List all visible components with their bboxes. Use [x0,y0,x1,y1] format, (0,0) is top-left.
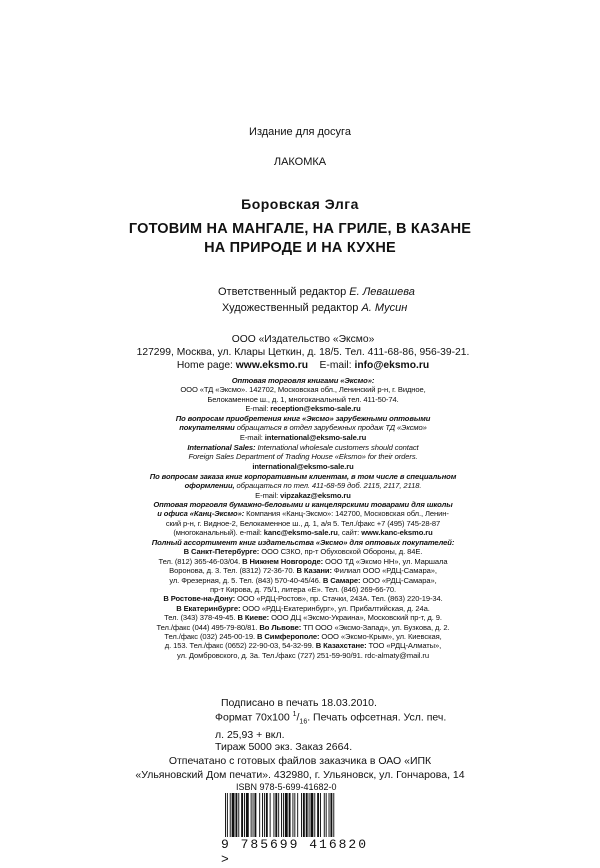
barcode-bar [253,793,254,837]
wholesale-block [128,376,478,414]
barcode-bar [235,793,237,837]
region-info: ул. Фрезерная, д. 5. Тел. (843) 570-40-45/46. [169,575,323,585]
region-email-link[interactable]: rdc-almaty@mail.ru [364,650,429,660]
region-city: В Казани: [296,566,332,576]
region-info: ул. Домбровского, д. 3а. Тел./факс (727) 251-59-90/91. [177,650,365,660]
art-editor-name: А. Мусин [361,302,408,314]
print-signed: Подписано в печать 18.03.2010. [221,697,377,709]
barcode-bar [285,793,288,837]
region-city: Во Львове: [259,622,302,632]
series-name: ЛАКОМКА [273,156,327,168]
barcode-bar [273,793,274,837]
region-info: Воронова, д. 3. Тел. (8312) 72-36-70. [169,566,297,576]
foreign-heading2: покупателями [179,423,235,433]
barcode-bar [225,793,226,841]
book-author: Боровская Элга [241,196,359,212]
stationery-email-link[interactable]: kanc@eksmo-sale.ru [263,528,338,538]
book-title-line1: ГОТОВИМ НА МАНГАЛЕ, НА ГРИЛЕ, В КАЗАНЕ [128,221,472,237]
international-email-link[interactable]: international@eksmo-sale.ru [252,461,354,471]
printer-line2: «Ульяновский Дом печати». 432980, г. Ульяновск, ул. Гончарова, 14 [135,769,465,781]
barcode-bars [223,793,375,841]
stationery-block [128,500,478,538]
print-info [215,697,455,753]
stationery-text3: (многоканальный). e-mail: [173,528,264,538]
barcode-number: 9 785699 416820 > [221,837,381,867]
isbn: ISBN 978-5-699-41682-0 [236,782,337,792]
regions-heading: Полный ассортимент книг издательства «Эксмо» для оптовых покупателей: [151,538,455,547]
responsible-editor-name: Е. Левашева [349,286,415,298]
region-city: В Санкт-Петербурге: [183,547,260,557]
region-info: Тел./факс (032) 245-00-19. [164,632,257,642]
foreign-heading2-rest: обращаться в отдел зарубежных продаж ТД «Эксмо» [234,423,427,433]
editors [218,284,415,316]
print-format-num: 1 [292,711,297,718]
region-info: д. 153. Тел./факс (0652) 22-90-03, 54-32-99. [164,641,316,651]
printer-info [100,754,500,782]
stationery-site-link[interactable]: www.kanc-eksmo.ru [361,528,433,538]
region-info: ООО СЗКО, пр-т Обуховской Обороны, д. 84Е. [259,547,423,557]
region-info: Филиал ООО «РДЦ-Самара», [331,566,437,576]
region-info: пр-т Кирова, д. 75/1, литера «Е». Тел. (846) 269-66-70. [209,585,397,595]
barcode-bar [227,793,228,841]
barcode-bar [246,793,249,837]
foreign-heading1: По вопросам приобретения книг «Эксмо» зарубежными оптовыми [175,414,431,423]
region-info: ООО ДЦ «Эксмо-Украина», Московский пр-т, д. 9. [269,613,442,623]
barcode [221,793,378,867]
barcode-bar [301,793,302,837]
foreign-block [128,414,478,442]
responsible-editor [218,284,415,300]
barcode-bar [283,793,284,841]
barcode-bar [303,793,305,837]
barcode-bar [241,793,243,837]
series-leisure: Издание для досуга [249,126,351,138]
barcode-bar [297,793,298,837]
wholesale-email-link[interactable]: reception@eksmo-sale.ru [270,404,361,414]
barcode-bar [306,793,308,837]
barcode-bar [275,793,277,837]
region-info: ООО ТД «Эксмо НН», ул. Маршала [323,556,448,566]
barcode-bar [244,793,245,837]
region-city: В Ростове-на-Дону: [163,594,236,604]
book-title-line2: НА ПРИРОДЕ И НА КУХНЕ [204,240,396,256]
print-format-den: 16 [299,718,308,726]
region-city: В Самаре: [322,575,361,585]
corporate-line2-rest: обращаться по тел. 411-68-59 доб. 2115, 2117, 2118. [234,481,422,491]
stationery-text2: ский р-н, г. Видное-2, Белокаменное ш., д. 1, а/я 5. Тел./факс +7 (495) 745-28-87 [165,518,441,528]
publisher-email-label: E-mail: [319,360,355,371]
international-label: International Sales: [187,443,256,452]
publisher-block [128,333,478,372]
barcode-bar [314,793,315,837]
book-title [0,220,600,258]
art-editor-label: Художественный редактор [222,302,362,314]
region-city: В Нижнем Новгороде: [242,556,324,566]
barcode-bar [329,793,330,837]
region-city: В Екатеринбурге: [176,603,241,613]
corporate-line1: По вопросам заказа книг корпоративным клиентам, в том числе в специальном [149,472,457,481]
regions-text [128,547,478,660]
print-format-prefix: Формат 70х100 [215,711,293,724]
barcode-bar [238,793,239,837]
barcode-bar [320,793,321,837]
printer-line1: Отпечатано с готовых файлов заказчика в ОАО «ИПК [168,755,432,767]
barcode-bar [311,793,314,837]
stationery-site-label: , сайт: [337,528,362,538]
regions-block [128,538,478,660]
international-text2: Foreign Sales Department of Trading House «Eksmo» for their orders. [188,452,418,462]
region-info: Тел./факс (044) 495-79-80/81. [156,622,260,632]
barcode-bar [254,793,256,837]
barcode-bar [266,793,268,837]
barcode-bar [309,793,310,837]
responsible-editor-label: Ответственный редактор [218,286,350,298]
region-info: ООО «Эксмо-Крым», ул. Киевская, [319,632,442,642]
publisher-address: 127299, Москва, ул. Клары Цеткин, д. 18/5. Тел. 411-68-86, 956-39-21. [136,347,470,358]
print-format-rest: . Печать офсетная. Усл. печ. л. 25,93 + вкл. [215,711,447,741]
wholesale-line1: ООО «ТД «Эксмо». 142702, Московская обл., Ленинский р-н, г. Видное, [180,385,426,395]
publisher-web-label: Home page: [176,360,236,371]
corporate-block [128,472,478,500]
barcode-bar [289,793,291,837]
barcode-bar [330,793,332,841]
stationery-heading2: и офиса «Канц-Эксмо»: [157,509,245,519]
barcode-bar [281,793,282,841]
international-block [128,443,478,471]
corporate-line2: оформлении, [184,481,235,491]
region-city: В Симферополе: [256,632,320,642]
barcode-bar [317,793,319,837]
corporate-email-label: E-mail: [255,490,281,500]
barcode-bar [251,793,252,837]
publisher-contacts [128,359,478,372]
barcode-bar [292,793,293,837]
barcode-bar [270,793,271,837]
barcode-bar [324,793,325,837]
barcode-bar [326,793,327,837]
region-info: Тел. (812) 365-46-03/04. [158,556,243,566]
barcode-bar [230,793,231,837]
region-info: ТП ООО «Эксмо-Запад», ул. Бузкова, д. 2. [301,622,450,632]
wholesale-line2: Белокаменное ш., д. 1, многоканальный тел. 411-50-74. [207,394,399,404]
publisher-name: ООО «Издательство «Эксмо» [231,334,375,345]
wholesale-heading: Оптовая торговля книгами «Эксмо»: [231,376,375,385]
publisher-web-link[interactable]: www.eksmo.ru [235,360,309,371]
region-info: ООО «РДЦ-Екатеринбург», ул. Прибалтийская, д. 24а. [240,603,430,613]
foreign-email-link[interactable]: international@eksmo-sale.ru [264,432,367,442]
wholesale-email-label: E-mail: [245,404,271,414]
corporate-email-link[interactable]: vipzakaz@eksmo.ru [280,490,351,500]
foreign-email-label: E-mail: [239,432,265,442]
stationery-text1: Компания «Канц-Эксмо»: 142700, Московская обл., Ленин- [244,509,449,519]
region-info: ТОО «РДЦ-Алматы», [366,641,442,651]
barcode-bar [278,793,279,837]
barcode-bar [333,793,334,841]
art-editor [218,300,415,316]
international-text1: International wholesale customers should contact [255,443,419,452]
region-info: ООО «РДЦ-Ростов», пр. Стачки, 243А. Тел. (863) 220-19-34. [235,594,443,604]
barcode-bar [232,793,235,837]
barcode-bar [294,793,295,837]
region-info: Тел. (343) 378-49-45. [164,613,238,623]
print-run: Тираж 5000 экз. Заказ 2664. [215,740,353,753]
stationery-heading1: Оптовая торговля бумажно-беловыми и канцелярскими товарами для школы [153,500,453,509]
barcode-bar [262,793,263,837]
region-city: В Киеве: [237,613,270,623]
barcode-bar [264,793,265,837]
publisher-email-link[interactable]: info@eksmo.ru [354,360,430,371]
print-format: Формат 70х100 $^1/_{16}$. Печать офсетная. Усл. печ. л. 25,93 + вкл. [215,711,447,741]
region-info: ООО «РДЦ-Самара», [360,575,437,585]
region-city: В Казахстане: [315,641,367,651]
barcode-bar [259,793,260,837]
